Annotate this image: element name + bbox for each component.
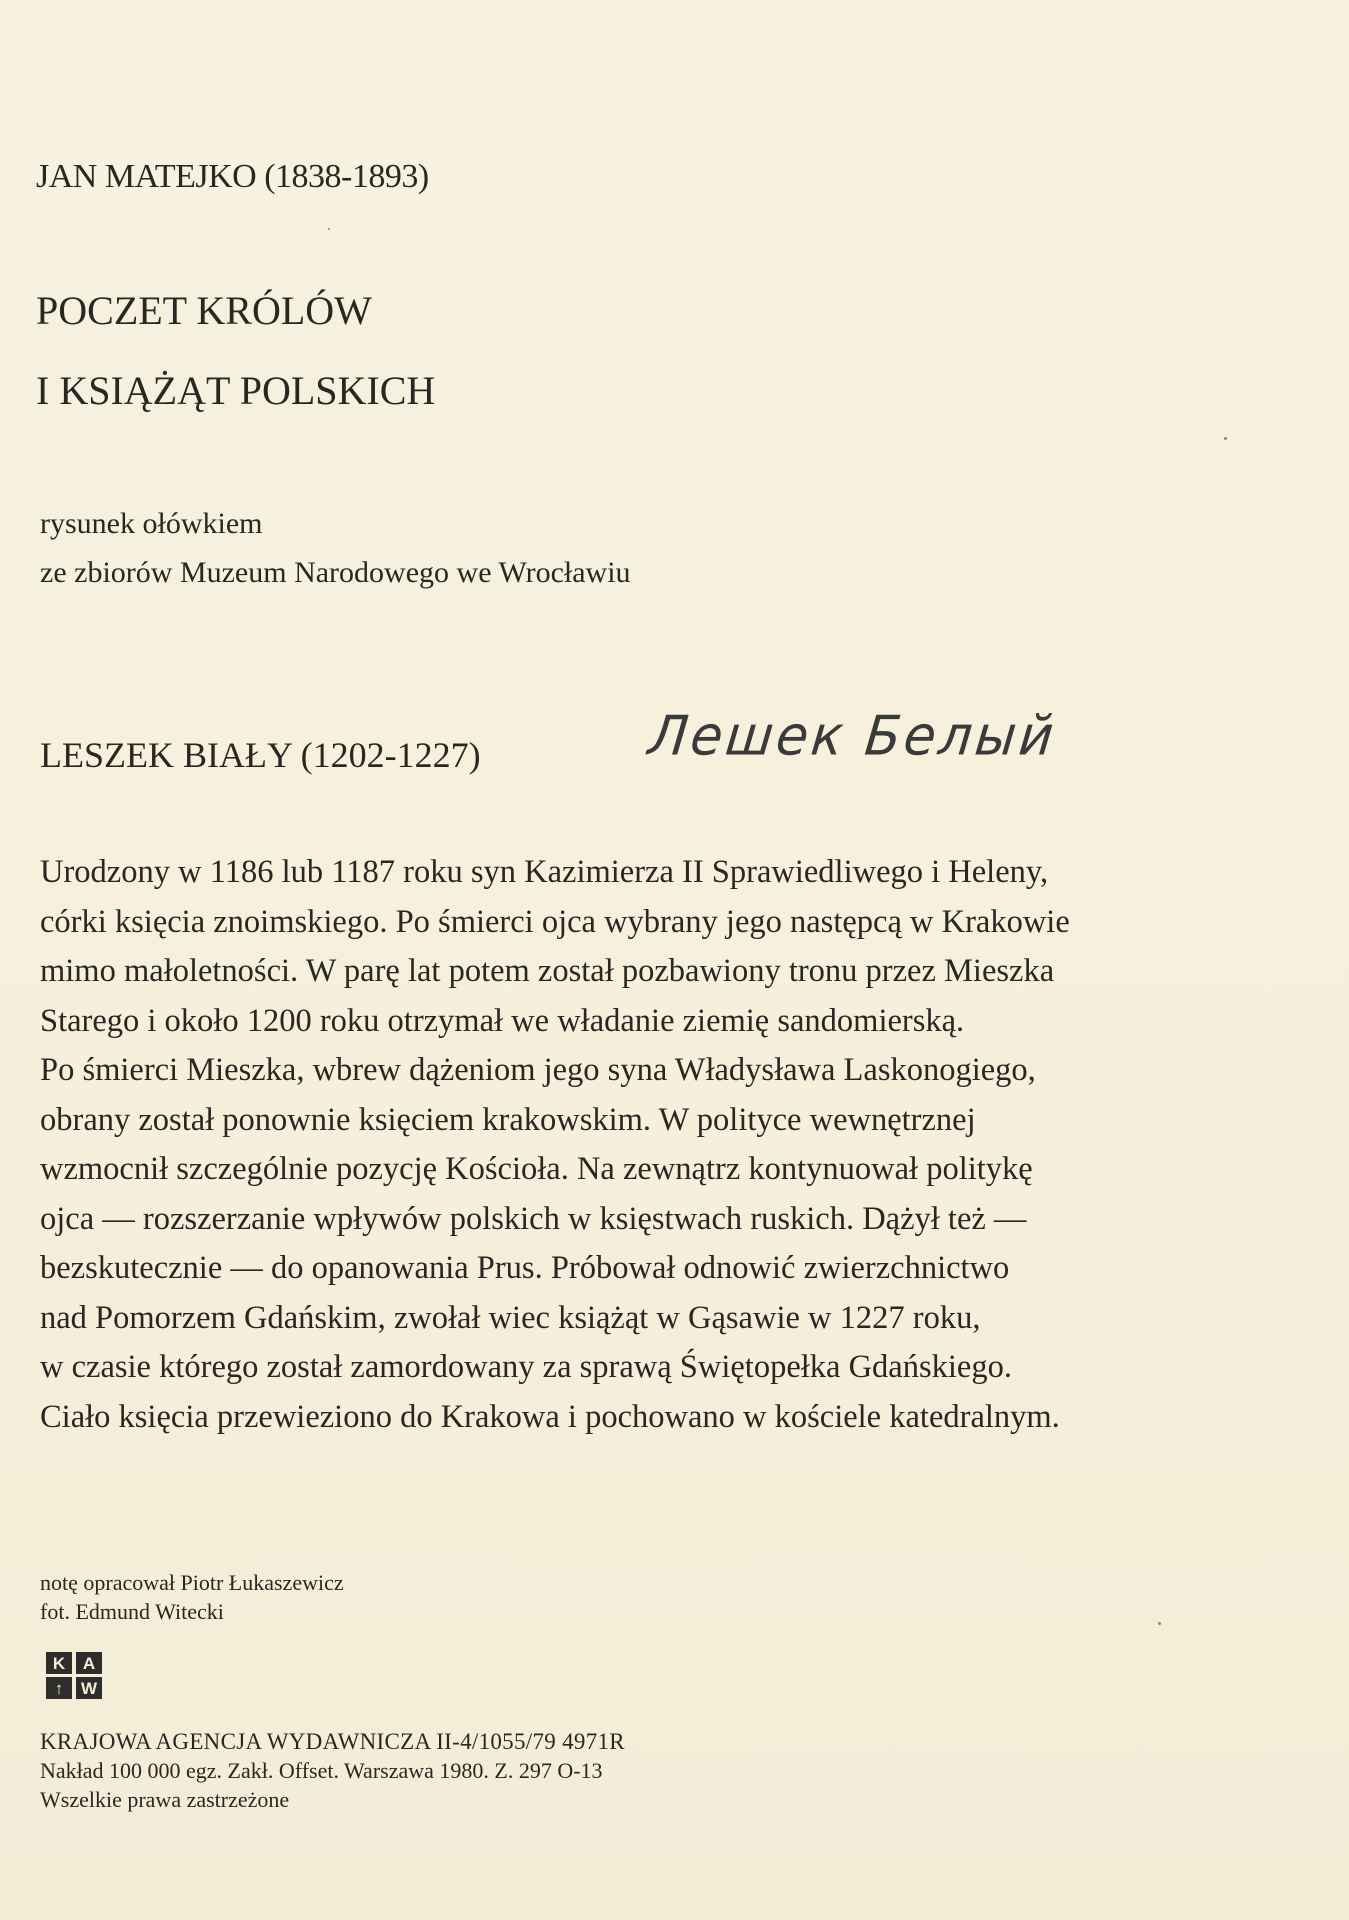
biography-line: w czasie którego został zamordowany za sprawą Świętopełka Gdańskiego. xyxy=(40,1349,1012,1385)
biography-line: Ciało księcia przewieziono do Krakowa i pochowano w kościele katedralnym. xyxy=(40,1398,1060,1435)
author-heading: JAN MATEJKO (1838-1893) xyxy=(36,158,429,195)
biography-line: mimo małoletności. W parę lat potem został pozbawiony tronu przez Mieszka xyxy=(40,953,1055,989)
logo-letter-k: K xyxy=(46,1652,72,1674)
kaw-logo xyxy=(46,1652,102,1702)
title-line-2: I KSIĄŻĄT POLSKICH xyxy=(36,368,436,413)
paper-speck xyxy=(328,228,330,230)
biography-line: nad Pomorzem Gdańskim, zwołał wiec książąt w Gąsawie w 1227 roku, xyxy=(40,1299,981,1336)
biography-line: Urodzony w 1186 lub 1187 roku syn Kazimierza II Sprawiedliwego i Heleny, xyxy=(40,854,1049,890)
credits xyxy=(40,1568,344,1626)
logo-letter-w: W xyxy=(76,1677,102,1699)
subject-name: LESZEK BIAŁY (1202-1227) xyxy=(40,735,481,775)
logo-letter-a: A xyxy=(76,1652,102,1674)
note-author: notę opracował Piotr Łukaszewicz xyxy=(40,1570,344,1595)
title-line-1: POCZET KRÓLÓW xyxy=(36,288,372,333)
handwritten-annotation: Лешек Белый xyxy=(645,705,1060,768)
photo-credit: fot. Edmund Witecki xyxy=(40,1599,224,1624)
biography-line: ojca — rozszerzanie wpływów polskich w księstwach ruskich. Dążył też — xyxy=(40,1200,1027,1237)
rights-line: Wszelkie prawa zastrzeżone xyxy=(40,1787,290,1812)
biography-text xyxy=(40,848,1260,1442)
paper-speck xyxy=(1224,437,1227,440)
biography-line: bezskutecznie — do opanowania Prus. Próbował odnowić zwierzchnictwo xyxy=(40,1250,1010,1286)
biography-line: Starego i około 1200 roku otrzymał we władanie ziemię sandomierską. xyxy=(40,1002,965,1039)
biography-line: Po śmierci Mieszka, wbrew dążeniom jego syna Władysława Laskonogiego, xyxy=(40,1052,1036,1088)
publisher-line: KRAJOWA AGENCJA WYDAWNICZA II-4/1055/79 4971R xyxy=(40,1729,625,1754)
subtitle-medium: rysunek ołówkiem xyxy=(40,507,263,540)
imprint xyxy=(40,1727,625,1814)
subtitle-collection: ze zbiorów Muzeum Narodowego we Wrocławiu xyxy=(40,556,631,589)
biography-line: obrany został ponownie księciem krakowskim. W polityce wewnętrznej xyxy=(40,1101,976,1138)
logo-arrow-icon: ↑ xyxy=(46,1677,72,1699)
biography-line: córki księcia znoimskiego. Po śmierci ojca wybrany jego następcą w Krakowie xyxy=(40,903,1070,940)
paper-speck xyxy=(1158,1622,1161,1625)
biography-line: wzmocnił szczególnie pozycję Kościoła. Na zewnątrz kontynuował politykę xyxy=(40,1151,1033,1187)
print-run-line: Nakład 100 000 egz. Zakł. Offset. Warszawa 1980. Z. 297 O-13 xyxy=(40,1758,603,1783)
